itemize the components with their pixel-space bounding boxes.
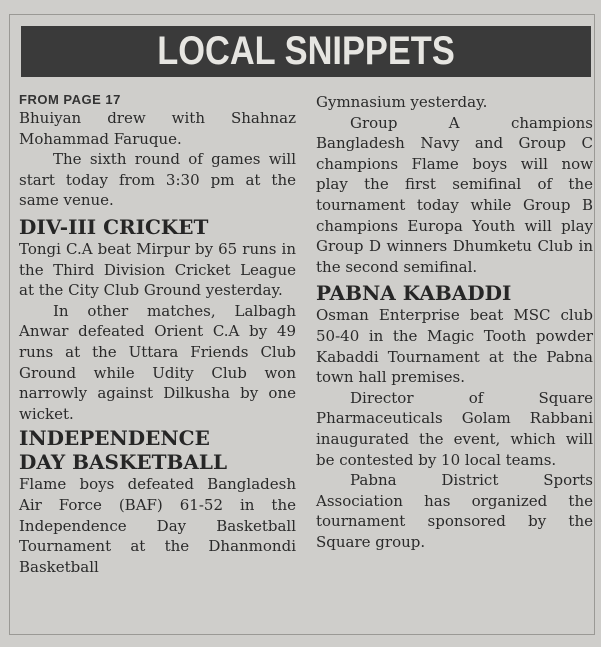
paragraph: Flame boys defeated Bangladesh Air Force (BAF) 61-52 in the Independence Day Basketball Tournament at the Dhanmondi Basketball [19, 475, 296, 576]
paragraph: In other matches, Lalbagh Anwar defeated Orient C.A by 49 runs at the Uttara Friends Club Ground while Udity Club won narrowly against Dilkusha by one wicket. [19, 301, 296, 423]
section-banner [21, 26, 591, 77]
paragraph: Bhuiyan drew with Shahnaz Mohammad Faruque. [19, 109, 296, 148]
banner-title: LOCAL SNIPPETS [157, 29, 455, 73]
heading-independence-line1: INDEPENDENCE [19, 426, 210, 451]
paragraph: Group A champions Bangladesh Navy and Group C champions Flame boys will now play the first semifinal of the tournament today while Group B champions Europa Youth will play Group D winners Dhumketu Club in the second semifinal. [316, 113, 593, 276]
paragraph: Osman Enterprise beat MSC club 50-40 in the Magic Tooth powder Kabaddi Tournament at the Pabna town hall premises. [316, 306, 593, 387]
right-column [316, 92, 593, 552]
heading-independence-line2: DAY BASKETBALL [19, 450, 228, 475]
paragraph: Pabna District Sports Association has organized the tournament sponsored by the Square group. [316, 471, 593, 551]
from-page-label: FROM PAGE 17 [19, 92, 121, 107]
left-column [19, 92, 296, 577]
paragraph: Director of Square Pharmaceuticals Golam Rabbani inaugurated the event, which will be contested by 10 local teams. [316, 388, 593, 469]
paragraph: Tongi C.A beat Mirpur by 65 runs in the Third Division Cricket League at the City Club Ground yesterday. [19, 239, 296, 300]
paragraph: The sixth round of games will start today from 3:30 pm at the same venue. [19, 150, 296, 210]
heading-pabna-kabaddi: PABNA KABADDI [316, 281, 512, 306]
heading-div3-cricket: DIV-III CRICKET [19, 214, 209, 239]
paragraph: Gymnasium yesterday. [316, 93, 488, 111]
